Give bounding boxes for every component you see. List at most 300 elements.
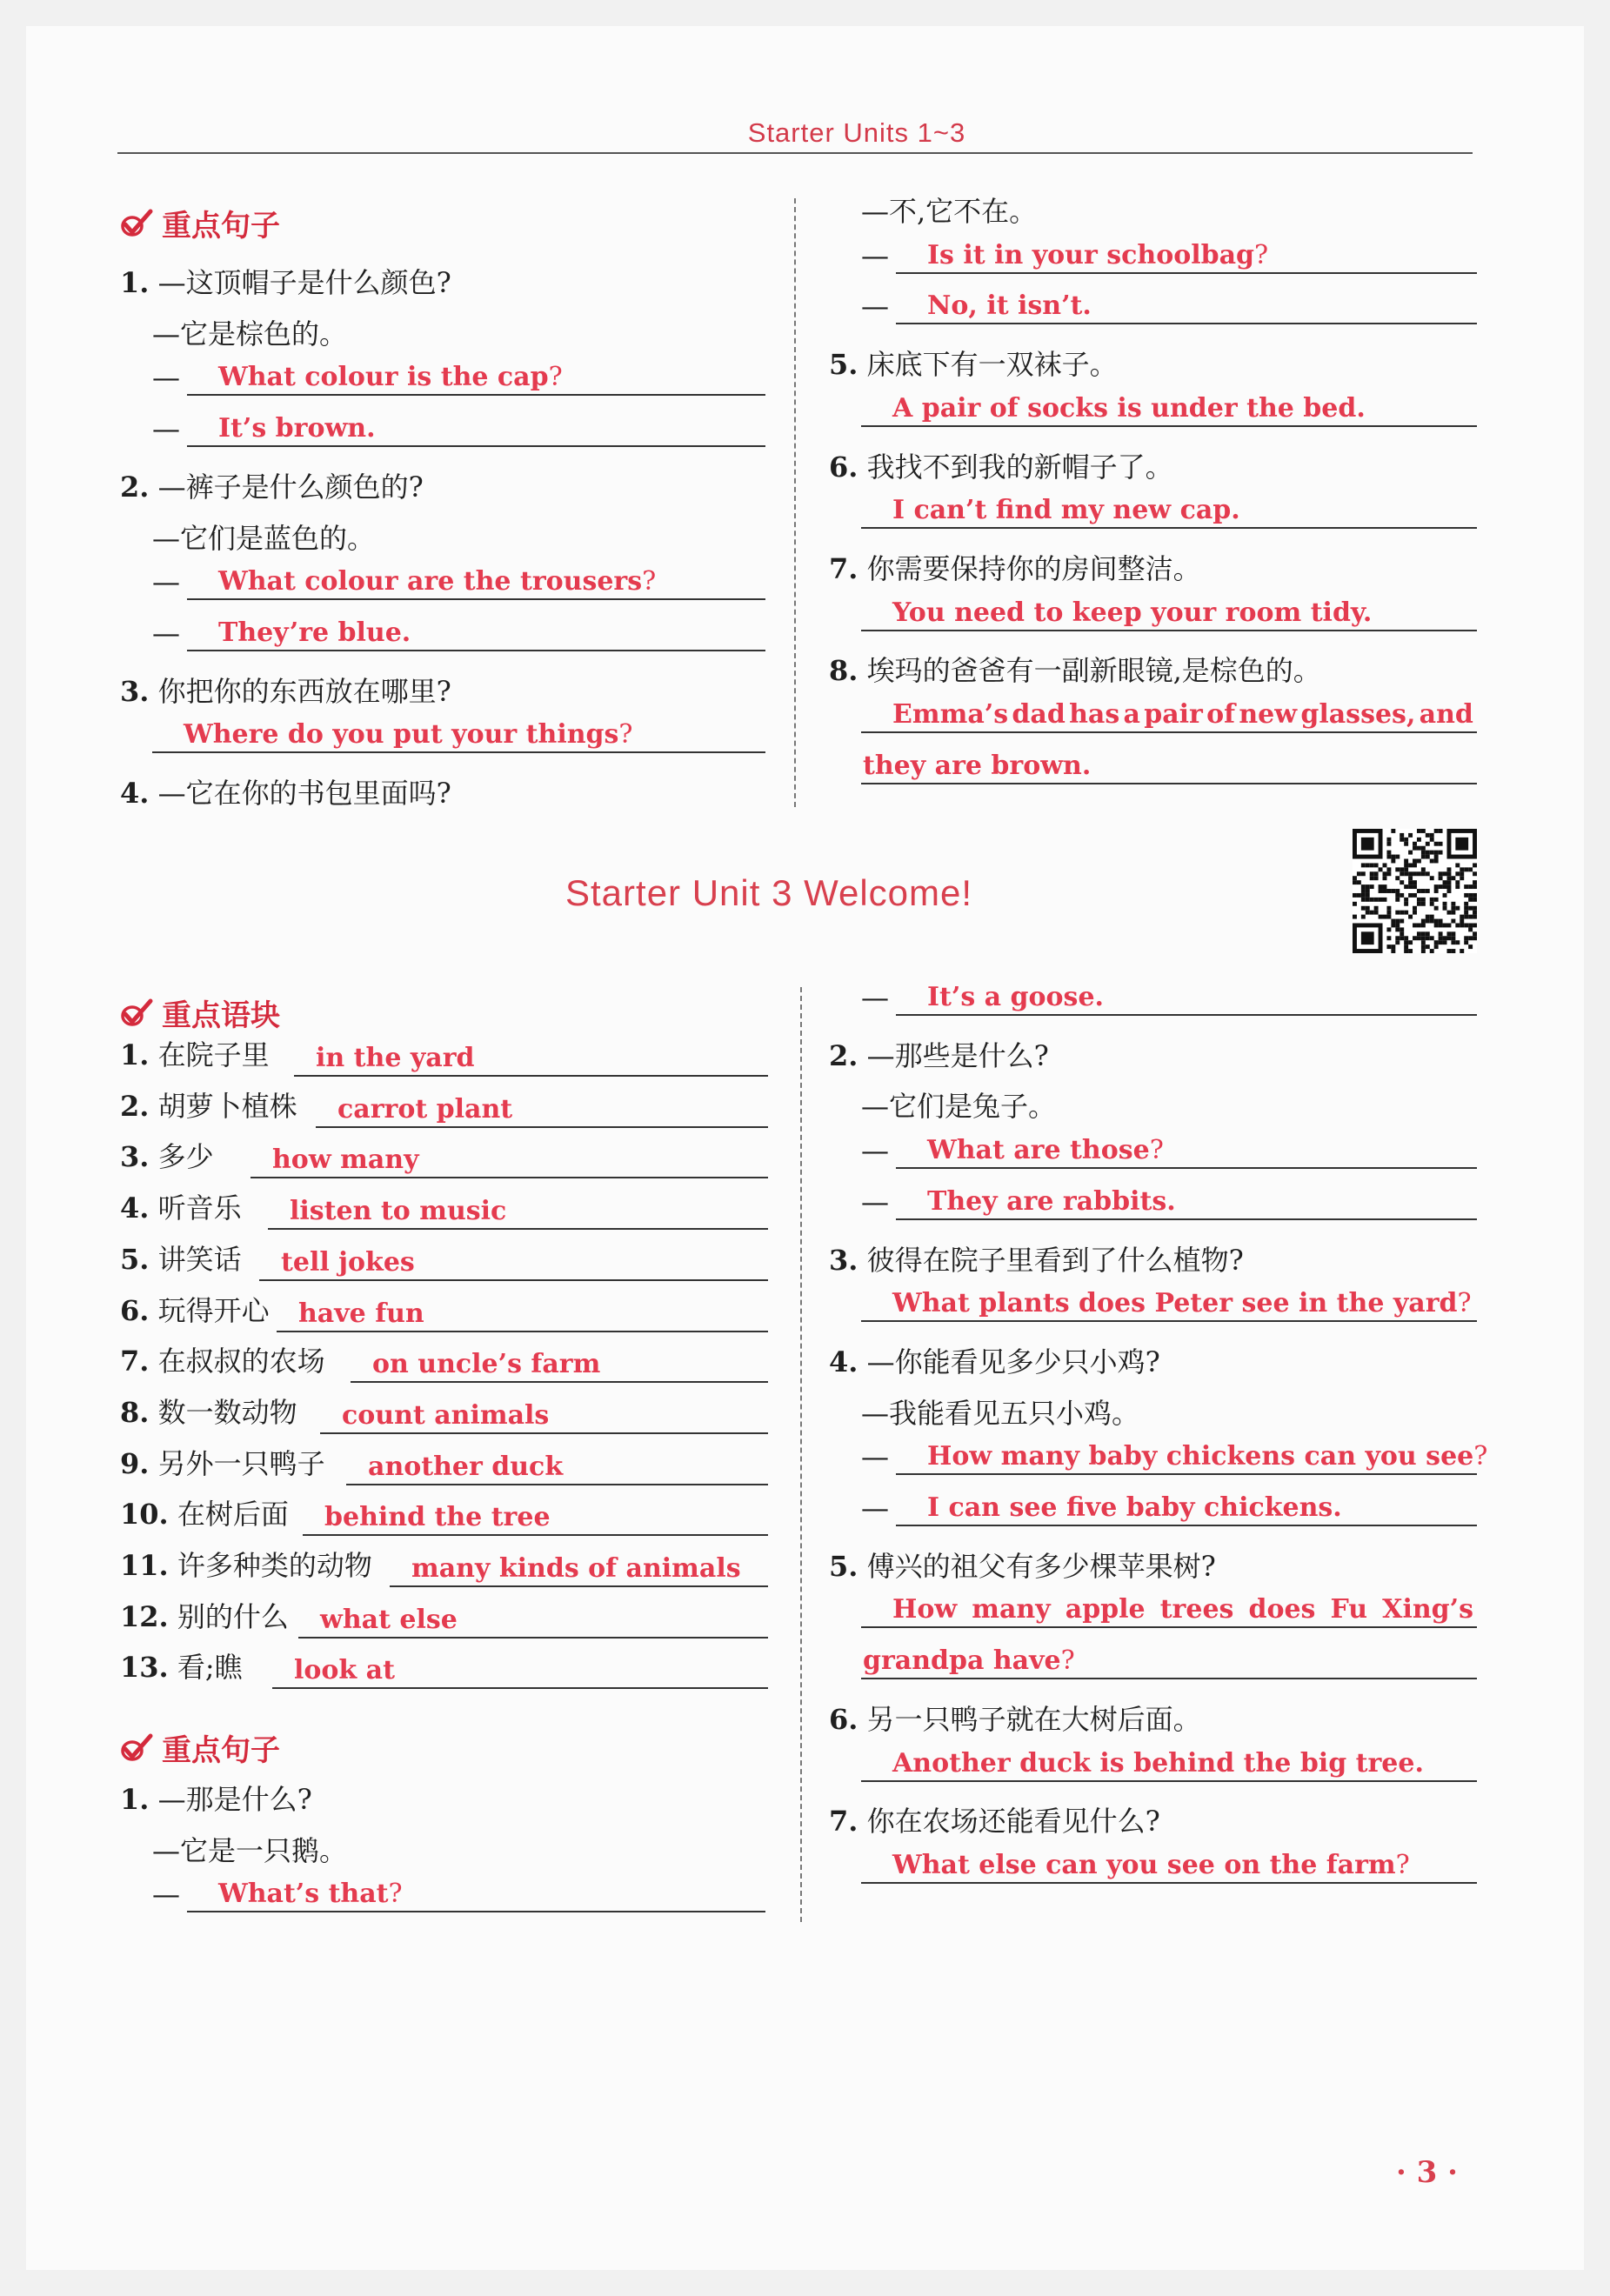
chunk-row [120, 1599, 768, 1639]
qr-module [1451, 949, 1455, 953]
answer-line[interactable] [187, 357, 765, 396]
answer-line[interactable] [346, 1484, 768, 1485]
qr-module [1395, 889, 1400, 893]
qr-module [1374, 898, 1379, 902]
answer-words: It’s a goose. [927, 982, 1104, 1012]
unit-title: Starter Unit 3 Welcome! [565, 872, 973, 913]
qr-module [1400, 911, 1404, 915]
qr-module [1386, 851, 1391, 855]
qr-module [1426, 851, 1430, 855]
chunk-row [120, 1193, 768, 1230]
qr-module [1455, 906, 1460, 911]
question-text: —这顶帽子是什么颜色? [157, 266, 451, 299]
qr-module [1400, 927, 1404, 931]
qr-module [1404, 842, 1408, 846]
answer-line[interactable] [298, 1637, 768, 1639]
chunk-number: 6. [120, 1293, 150, 1327]
qr-module [1408, 915, 1413, 919]
chunk-label [120, 1289, 270, 1329]
answer-text [927, 1492, 1342, 1523]
answer-text [892, 1850, 1410, 1880]
qr-module [1374, 876, 1379, 880]
qr-module [1434, 855, 1439, 859]
qr-module [1421, 949, 1426, 953]
qr-module [1468, 884, 1473, 889]
answer-line[interactable] [390, 1585, 768, 1587]
answer-word: and [1419, 699, 1473, 730]
header-title: Starter Units 1~3 [747, 117, 966, 148]
qr-module [1366, 893, 1370, 898]
question-text: 埃玛的爸爸有一副新眼镜,是棕色的。 [866, 654, 1321, 688]
answer-words: I can’t find my new cap. [892, 495, 1240, 526]
chunk-chinese: 在树后面 [177, 1498, 289, 1532]
question-line [120, 670, 451, 710]
qr-module [1357, 893, 1361, 898]
answer-line[interactable] [861, 1641, 1477, 1679]
chunk-row [120, 1652, 768, 1689]
qr-module [1468, 927, 1473, 931]
qr-module [1383, 871, 1387, 876]
qr-module [1386, 915, 1391, 919]
qr-module [1421, 889, 1426, 893]
answer-word: many [972, 1594, 1051, 1625]
qr-module [1460, 871, 1464, 876]
question-text: —它们是蓝色的。 [152, 521, 376, 555]
qr-module [1426, 842, 1430, 846]
answer-line[interactable] [861, 1845, 1477, 1884]
answer-line[interactable] [896, 1182, 1477, 1220]
qr-module [1421, 944, 1426, 949]
answer-text [927, 1441, 1487, 1472]
qr-module [1468, 898, 1473, 902]
qr-module [1421, 829, 1426, 833]
qr-module [1400, 931, 1404, 936]
qr-module [1434, 944, 1439, 949]
question-text: —我能看见五只小鸡。 [861, 1396, 1140, 1430]
qr-module [1451, 876, 1455, 880]
qr-module [1383, 898, 1387, 902]
answer-line[interactable] [277, 1331, 768, 1332]
chunk-label [120, 1033, 270, 1073]
answer-line[interactable] [861, 1590, 1477, 1628]
qr-module [1353, 915, 1357, 919]
qr-module [1434, 851, 1439, 855]
reply-dash: — [861, 290, 889, 324]
qr-module [1451, 940, 1455, 944]
answer-line[interactable] [251, 1177, 768, 1178]
qr-module [1395, 867, 1400, 871]
qr-module [1451, 936, 1455, 940]
qr-module [1417, 838, 1421, 842]
qr-module [1386, 889, 1391, 893]
prompt-line [861, 190, 1037, 230]
answer-line[interactable] [320, 1432, 768, 1434]
chunk-chinese: 多少 [157, 1140, 214, 1174]
chunk-row [120, 1142, 768, 1178]
chunk-chinese: 讲笑话 [157, 1242, 242, 1276]
chunk-answer: many kinds of animals [411, 1553, 741, 1584]
answer-words: What are those [927, 1135, 1150, 1166]
chunk-row [120, 1091, 768, 1128]
answer-text [218, 1879, 403, 1909]
qr-module [1417, 931, 1421, 936]
qr-module [1353, 876, 1357, 880]
qr-module [1468, 906, 1473, 911]
qr-module [1361, 906, 1366, 911]
qr-module [1395, 898, 1400, 902]
chunk-chinese: 看;瞧 [177, 1651, 243, 1685]
answer-text [892, 393, 1366, 424]
answer-words: What colour are the trousers [218, 566, 643, 597]
qr-module [1426, 833, 1430, 838]
answer-text [218, 362, 563, 392]
question-number: 2. [120, 470, 150, 504]
qr-module [1464, 936, 1468, 940]
qr-module [1361, 884, 1366, 889]
chunk-label [120, 1186, 242, 1226]
qr-module [1361, 898, 1366, 902]
qr-module [1439, 842, 1443, 846]
answer-line[interactable] [316, 1126, 768, 1128]
qr-module [1391, 859, 1395, 864]
question-text: —不,它不在。 [861, 195, 1038, 228]
reply-dash: — [861, 1185, 889, 1218]
qr-module [1391, 855, 1395, 859]
answer-line[interactable] [187, 562, 765, 600]
qr-module [1383, 915, 1387, 919]
answer-text [892, 495, 1240, 525]
qr-module [1408, 940, 1413, 944]
qr-module [1379, 915, 1383, 919]
qr-module [1430, 876, 1434, 880]
chunk-row [120, 1499, 768, 1536]
qr-module [1426, 889, 1430, 893]
answer-punctuation: ? [1060, 1645, 1075, 1677]
answer-line[interactable] [861, 695, 1477, 733]
qr-module [1446, 911, 1451, 915]
qr-module [1434, 940, 1439, 944]
question-line [829, 1340, 1160, 1380]
qr-module [1413, 893, 1417, 898]
qr-module [1408, 851, 1413, 855]
section-heading-key-sentences-2 [120, 1726, 280, 1769]
answer-word: Emma’s [892, 699, 1009, 730]
qr-module [1434, 829, 1439, 833]
reply-dash: — [861, 238, 889, 272]
answer-line[interactable] [896, 1131, 1477, 1169]
qr-module [1395, 893, 1400, 898]
answer-words: I can see five baby chickens. [927, 1492, 1342, 1523]
answer-words: they are brown. [863, 750, 1092, 781]
qr-module [1391, 944, 1395, 949]
qr-module [1446, 876, 1451, 880]
qr-module [1370, 876, 1374, 880]
reply-dash: — [861, 981, 889, 1014]
qr-module [1408, 871, 1413, 876]
qr-module [1468, 936, 1473, 940]
column-divider [794, 198, 796, 807]
qr-module [1473, 915, 1477, 919]
question-number: 7. [829, 551, 858, 585]
qr-module [1383, 863, 1387, 867]
qr-module [1413, 871, 1417, 876]
question-number: 4. [829, 1345, 858, 1378]
qr-module [1379, 898, 1383, 902]
qr-module [1439, 936, 1443, 940]
qr-module [1421, 867, 1426, 871]
qr-module [1404, 944, 1408, 949]
answer-text [927, 1186, 1176, 1217]
qr-module [1473, 936, 1477, 940]
qr-module [1421, 902, 1426, 906]
question-text: 你需要保持你的房间整洁。 [866, 551, 1201, 585]
qr-module [1400, 838, 1404, 842]
chunk-chinese: 许多种类的动物 [177, 1549, 372, 1582]
chunk-chinese: 在叔叔的农场 [157, 1345, 325, 1378]
qr-code-icon[interactable] [1353, 829, 1477, 953]
answer-line[interactable] [187, 1874, 765, 1912]
question-number: 3. [120, 674, 150, 708]
chunk-answer: have fun [298, 1298, 424, 1329]
reply-dash: — [861, 1492, 889, 1525]
qr-module [1443, 871, 1447, 876]
chunk-row [120, 1242, 768, 1281]
qr-module [1421, 936, 1426, 940]
qr-module [1408, 833, 1413, 838]
qr-module [1421, 940, 1426, 944]
question-number: 6. [829, 1702, 858, 1736]
qr-module [1455, 884, 1460, 889]
answer-line[interactable] [187, 613, 765, 651]
answer-words: They’re blue. [218, 617, 411, 648]
question-line [829, 649, 1321, 689]
qr-module [1417, 859, 1421, 864]
answer-line[interactable] [896, 236, 1477, 274]
chunk-number: 11. [120, 1549, 169, 1582]
chunk-chinese: 玩得开心 [157, 1293, 270, 1327]
qr-module [1473, 906, 1477, 911]
qr-module [1473, 880, 1477, 884]
qr-module [1386, 911, 1391, 915]
chunk-chinese: 胡萝卜植株 [157, 1089, 297, 1123]
answer-line[interactable] [896, 1437, 1488, 1475]
qr-module [1434, 919, 1439, 924]
answer-line[interactable] [861, 389, 1477, 427]
qr-module [1430, 915, 1434, 919]
qr-module [1451, 911, 1455, 915]
qr-module [1434, 842, 1439, 846]
qr-module [1386, 936, 1391, 940]
qr-module [1357, 871, 1361, 876]
chunk-answer: carrot plant [337, 1093, 513, 1125]
qr-module [1439, 829, 1443, 833]
qr-module [1395, 911, 1400, 915]
qr-module [1421, 931, 1426, 936]
qr-module [1464, 902, 1468, 906]
answer-punctuation: ? [618, 719, 633, 751]
qr-module [1455, 923, 1460, 927]
answer-words: You need to keep your room tidy. [892, 597, 1373, 628]
answer-line[interactable] [861, 1744, 1477, 1782]
qr-module [1404, 884, 1408, 889]
qr-module [1374, 906, 1379, 911]
qr-module [1395, 927, 1400, 931]
answer-punctuation: ? [388, 1879, 403, 1910]
question-text: —那是什么? [157, 1783, 312, 1816]
qr-module [1443, 893, 1447, 898]
qr-module [1395, 940, 1400, 944]
qr-module [1386, 838, 1391, 842]
answer-word: does [1248, 1594, 1316, 1625]
qr-module [1413, 936, 1417, 940]
answer-words: What’s that [218, 1879, 389, 1910]
qr-module [1395, 919, 1400, 924]
qr-module [1473, 911, 1477, 915]
answer-line[interactable] [861, 746, 1477, 784]
chunk-label [120, 1442, 325, 1482]
qr-module [1421, 851, 1426, 855]
answer-line[interactable] [861, 491, 1477, 529]
qr-module [1408, 884, 1413, 889]
qr-module [1383, 876, 1387, 880]
qr-module [1386, 867, 1391, 871]
qr-module [1430, 936, 1434, 940]
chunk-answer: listen to music [290, 1196, 507, 1227]
qr-module [1370, 863, 1374, 867]
answer-words: What colour is the cap [218, 362, 549, 393]
answer-line[interactable] [259, 1279, 768, 1281]
answer-line[interactable] [351, 1381, 768, 1383]
prompt-line [152, 517, 375, 557]
chunk-row [120, 1395, 768, 1434]
answer-text [892, 1288, 1472, 1318]
qr-module [1404, 871, 1408, 876]
answer-words: A pair of socks is under the bed. [892, 392, 1366, 424]
qr-module [1395, 936, 1400, 940]
chunk-number: 4. [120, 1191, 150, 1225]
answer-line[interactable] [896, 1488, 1477, 1526]
qr-module [1439, 919, 1443, 924]
question-text: 我找不到我的新帽子了。 [866, 450, 1173, 484]
answer-punctuation: ? [1457, 1288, 1472, 1319]
qr-module [1404, 940, 1408, 944]
chunk-chinese: 别的什么 [177, 1599, 289, 1633]
qr-module [1446, 936, 1451, 940]
answer-line[interactable] [152, 715, 765, 753]
answer-line[interactable] [861, 593, 1477, 631]
chunk-label [120, 1339, 325, 1379]
answer-line[interactable] [187, 409, 765, 447]
qr-module [1464, 915, 1468, 919]
answer-punctuation: ? [1149, 1135, 1164, 1166]
qr-module [1353, 893, 1357, 898]
qr-module [1421, 919, 1426, 924]
qr-module [1434, 859, 1439, 864]
qr-module [1417, 829, 1421, 833]
qr-module [1446, 949, 1451, 953]
answer-word: trees [1159, 1594, 1234, 1625]
qr-module [1370, 884, 1374, 889]
answer-text [892, 1594, 1473, 1625]
qr-module [1464, 923, 1468, 927]
question-number: 4. [120, 777, 150, 810]
qr-module [1417, 902, 1421, 906]
answer-line[interactable] [861, 1284, 1477, 1322]
answer-words: How many baby chickens can you see [927, 1441, 1474, 1472]
qr-module [1366, 911, 1370, 915]
qr-module [1473, 931, 1477, 936]
qr-module [1370, 871, 1374, 876]
answer-text [927, 290, 1092, 321]
answer-word: of [1206, 699, 1236, 730]
reply-dash: — [861, 1134, 889, 1168]
question-text: —那些是什么? [866, 1038, 1049, 1072]
answer-word: Fu [1330, 1594, 1368, 1625]
answer-punctuation: ? [548, 362, 563, 393]
qr-module [1366, 884, 1370, 889]
qr-module [1379, 867, 1383, 871]
answer-text [218, 566, 656, 597]
question-text: —它是一只鹅。 [152, 1833, 348, 1867]
answer-line[interactable] [268, 1228, 768, 1230]
chunk-row [120, 1040, 768, 1077]
qr-module [1361, 893, 1366, 898]
qr-module [1408, 893, 1413, 898]
qr-module [1455, 838, 1468, 851]
chunk-number: 8. [120, 1395, 150, 1429]
chunk-answer: another duck [368, 1451, 564, 1482]
prompt-line [152, 1829, 347, 1869]
qr-module [1379, 884, 1383, 889]
answer-words: No, it isn’t. [927, 290, 1092, 322]
qr-module [1374, 863, 1379, 867]
qr-module [1473, 898, 1477, 902]
answer-line[interactable] [294, 1075, 768, 1077]
qr-module [1366, 906, 1370, 911]
qr-module [1468, 867, 1473, 871]
qr-module [1468, 944, 1473, 949]
question-text: 另一只鸭子就在大树后面。 [866, 1702, 1201, 1736]
qr-module [1460, 876, 1464, 880]
answer-line[interactable] [303, 1534, 768, 1536]
qr-module [1446, 871, 1451, 876]
section-heading-label: 重点句子 [162, 209, 280, 244]
answer-words: What plants does Peter see in the yard [892, 1288, 1458, 1319]
answer-text [927, 1135, 1164, 1165]
qr-module [1391, 889, 1395, 893]
answer-words: It’s brown. [218, 413, 376, 444]
answer-punctuation: ? [1254, 239, 1269, 270]
answer-line[interactable] [896, 286, 1477, 324]
question-text: 你把你的东西放在哪里? [157, 674, 451, 708]
chunk-answer: on uncle’s farm [372, 1349, 601, 1380]
qr-module [1430, 919, 1434, 924]
question-text: —它们是兔子。 [861, 1090, 1057, 1124]
qr-module [1417, 846, 1421, 851]
question-line [829, 1545, 1216, 1585]
qr-module [1395, 876, 1400, 880]
question-line [829, 1238, 1244, 1278]
qr-module [1366, 889, 1370, 893]
chunk-answer: behind the tree [324, 1502, 551, 1533]
question-line [829, 1698, 1201, 1738]
qr-module [1443, 923, 1447, 927]
chunk-answer: what else [320, 1604, 458, 1635]
qr-module [1455, 871, 1460, 876]
answer-line[interactable] [896, 978, 1477, 1016]
qr-module [1426, 919, 1430, 924]
answer-line[interactable] [272, 1687, 768, 1689]
